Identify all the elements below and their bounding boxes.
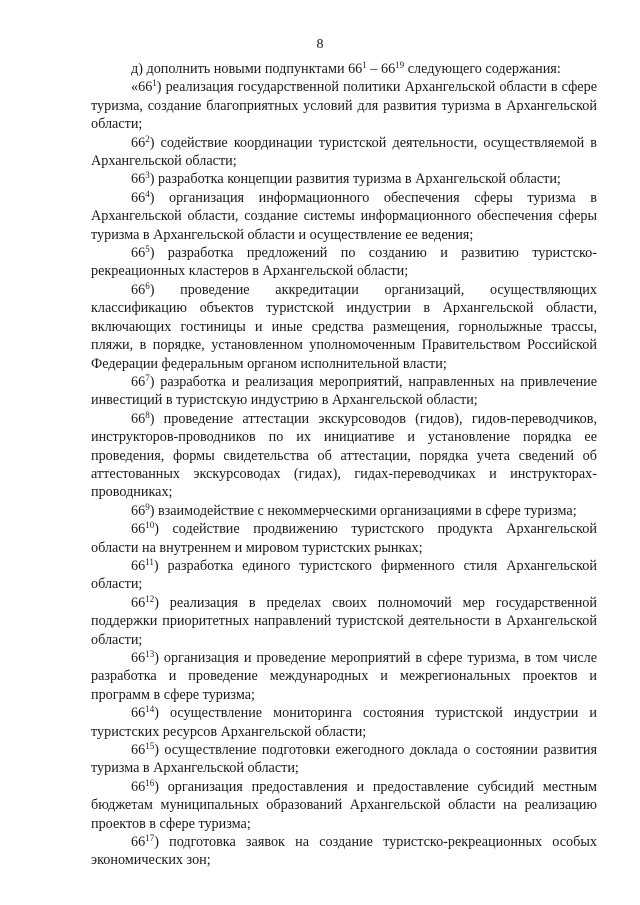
list-item: $66^{16}$) организация предоставления и предоставление субсидий местным бюджетам муниципальных образований Архангельской области на реализацию проектов в сфере туризма; — [91, 777, 597, 832]
list-item: $66^{10}$) содействие продвижению туристского продукта Архангельской области на внутреннем и мировом туристских рынках; — [91, 520, 597, 556]
intro-paragraph: д) дополнить новыми подпунктами $66^1 - 66^{19}$ следующего содержания: — [131, 60, 561, 77]
list-item: $66^7$) разработка и реализация мероприятий, направленных на привлечение инвестиций в туристскую индустрию в Архангельской области; — [91, 372, 597, 409]
document-body — [91, 60, 597, 870]
list-item: $66^{17}$) подготовка заявок на создание туристско-рекреационных особых экономических зон; — [91, 833, 597, 869]
list-item: $66^2$) содействие координации туристской деятельности, осуществляемой в Архангельской области; — [91, 133, 597, 170]
list-item: $66^{15}$) осуществление подготовки ежегодного доклада о состоянии развития туризма в Архангельской области; — [91, 741, 597, 777]
list-item: $66^{12}$) реализация в пределах своих полномочий мер государственной поддержки приоритетных направлений туристской деятельности в Архангельской области; — [91, 593, 597, 648]
list-item: $66^5$) разработка предложений по созданию и развитию туристско-рекреационных кластеров в Архангельской области; — [91, 244, 597, 280]
list-item: $66^{13}$) организация и проведение мероприятий в сфере туризма, в том числе разработка и проведение международных и межрегиональных проектов и программ в сфере туризма; — [91, 649, 597, 703]
list-item: $66^{14}$) осуществление мониторинга состояния туристской индустрии и туристских ресурсов Архангельской области; — [91, 704, 597, 740]
list-item: «$66^1$) реализация государственной политики Архангельской области в сфере туризма, создание благоприятных условий для развития туризма в Архангельской области; — [91, 78, 597, 133]
page-number: 8 — [316, 37, 324, 52]
list-item: $66^{11}$) разработка единого туристского фирменного стиля Архангельской области; — [91, 556, 597, 593]
list-item: $66^3$) разработка концепции развития туризма в Архангельской области; — [131, 170, 561, 188]
list-item: $66^4$) организация информационного обеспечения сферы туризма в Архангельской области, создание системы информационного обеспечения сферы туризма в Архангельской области и осуществление ее ведения; — [91, 188, 597, 243]
list-item: $66^9$) взаимодействие с некоммерческими организациями в сфере туризма; — [131, 501, 577, 519]
list-item: $66^8$) проведение аттестации экскурсоводов (гидов), гидов-переводчиков, инструкторов-проводников по их инициативе и установление порядка ее проведения, формы свидетельства об аттестации, порядка учета сведений об аттестованных экскурсоводах (гидах), гидах-переводчиках и инструкторах-проводниках; — [91, 409, 597, 501]
list-item: $66^6$) проведение аккредитации организаций, осуществляющих классификацию объектов туристской индустрии в Архангельской области, включающих гостиницы и иные средства размещения, горнолыжные трассы, пляжи, в порядке, установленном уполномоченным Правительством Российской Федерации федеральным органом исполнительной власти; — [91, 280, 597, 372]
